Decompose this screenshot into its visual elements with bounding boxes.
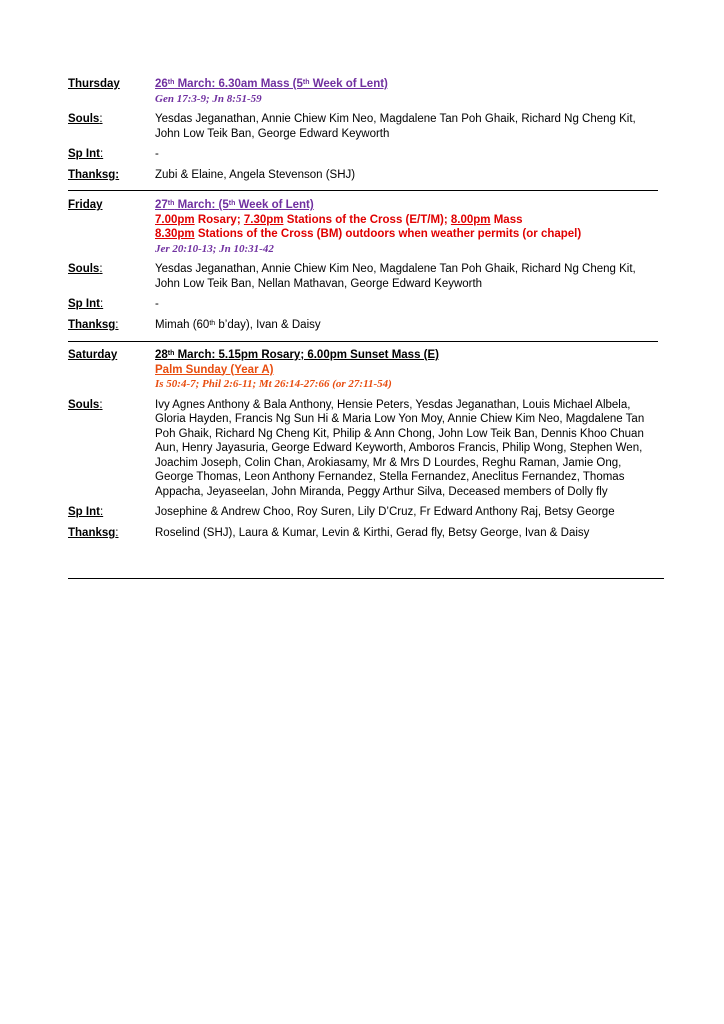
thanksgiving-value: Mimah (60th b’day), Ivan & Daisy <box>155 318 321 331</box>
divider <box>68 341 658 342</box>
sp-int-value: - <box>155 148 159 160</box>
thanksgiving-label: Thanksg: <box>68 318 119 331</box>
date-heading: 27th March: (5th Week of Lent) <box>155 199 314 211</box>
day-label: Friday <box>68 199 103 211</box>
sp-int-label: Sp Int: <box>68 148 104 160</box>
sp-int-label: Sp Int: <box>68 298 104 310</box>
thanksgiving-label: Thanksg: <box>68 526 119 539</box>
reading: Is 50:4-7; Phil 2:6-11; Mt 26:14-27:66 (or 27:11-54) <box>155 378 392 390</box>
thanksgiving-label: Thanksg: <box>68 168 120 181</box>
date-heading: 28th March: 5.15pm Rosary; 6.00pm Sunset Mass (E) <box>155 349 439 361</box>
sp-int-value: - <box>155 298 159 310</box>
thursday-section <box>68 77 658 182</box>
day-label: Saturday <box>68 349 118 361</box>
thanksgiving-value: Roselind (SHJ), Laura & Kumar, Levin & Kirthi, Gerad fly, Betsy George, Ivan & Daisy <box>155 526 590 539</box>
friday-section <box>68 198 658 332</box>
thanksgiving-value: Zubi & Elaine, Angela Stevenson (SHJ) <box>155 168 356 181</box>
date-heading: 26th March: 6.30am Mass (5th Week of Lent) <box>155 78 388 90</box>
sp-int-value: Josephine & Andrew Choo, Roy Suren, Lily D’Cruz, Fr Edward Anthony Raj, Betsy George <box>155 506 615 518</box>
schedule-line-1: 7.00pm Rosary; 7.30pm Stations of the Cross (E/T/M); 8.00pm Mass <box>155 213 523 226</box>
reading: Gen 17:3-9; Jn 8:51-59 <box>155 92 262 105</box>
souls-label: Souls: <box>68 263 103 275</box>
souls-label: Souls: <box>68 113 103 125</box>
sp-int-label: Sp Int: <box>68 506 104 518</box>
day-label: Thursday <box>68 78 120 90</box>
divider <box>68 190 658 191</box>
souls-list: Yesdas Jeganathan, Annie Chiew Kim Neo, Magdalene Tan Poh Ghaik, Richard Ng Cheng Kit, John Low Teik Ban, Nellan Mathavan, George Edward Keyworth <box>155 263 636 290</box>
souls-list: Yesdas Jeganathan, Annie Chiew Kim Neo, Magdalene Tan Poh Ghaik, Richard Ng Cheng Kit, John Low Teik Ban, George Edward Keyworth <box>155 113 636 140</box>
schedule-line-2: 8.30pm Stations of the Cross (BM) outdoors when weather permits (or chapel) <box>155 228 582 240</box>
reading: Jer 20:10-13; Jn 10:31-42 <box>155 242 274 255</box>
souls-label: Souls: <box>68 398 103 411</box>
saturday-section <box>68 348 658 540</box>
souls-list: Ivy Agnes Anthony & Bala Anthony, Hensie Peters, Yesdas Jeganathan, Louis Michael Albela, Gloria Hayden, Francis Ng Sun Hi & Maria Low Yon Moy, Annie Chiew Kim Neo, Magdalene Tan Poh Ghaik, Richard Ng Cheng Kit, Philip & Ann Chong, John Low Teik Ban, Dennis Khoo Chuan Aun, Henry Jayasuria, George Edward Keyworth, Amboros Francis, Philip Wong, Stephen Wen, Joachim Joseph, Colin Chan, Arokiasamy, Mr & Mrs D Lourdes, Reghu Raman, Jamie Ong, George Thomas, Leon Anthony Fernandez, Stella Fernandez, Aneclitus Fernandez, Thomas Appacha, Jeyaseelan, John Miranda, Peggy Arthur Silva, Deceased members of Dolly fly <box>155 398 645 498</box>
divider <box>68 578 664 579</box>
feast-title: Palm Sunday (Year A) <box>155 363 274 376</box>
